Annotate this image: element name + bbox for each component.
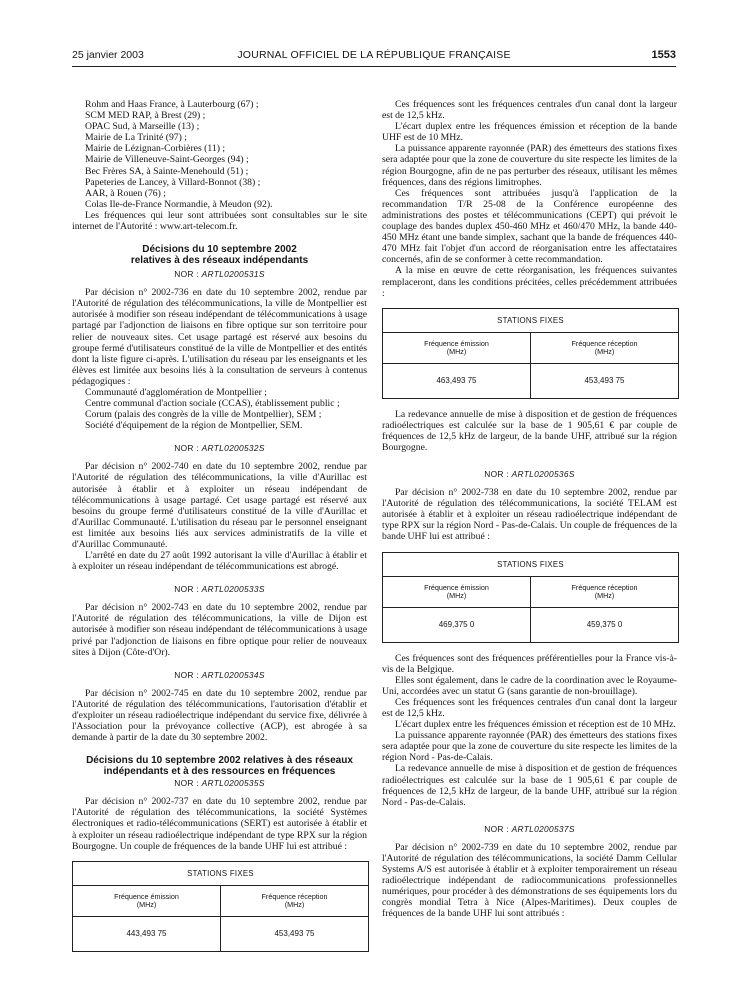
- list-item: Mairie de La Trinité (97) ;: [85, 132, 187, 144]
- table-title: STATIONS FIXES: [383, 553, 678, 577]
- nor-reference: [72, 778, 367, 788]
- header-emission: [383, 577, 530, 608]
- list-item: Mairie de Villeneuve-Saint-Georges (94) ;: [85, 154, 249, 166]
- list-item: Colas Ile-de-France Normandie, à Meudon (92).: [85, 198, 273, 210]
- header-page-number: 1553: [651, 49, 676, 61]
- right-column: [382, 99, 677, 920]
- decision-2002-739: Par décision n° 2002-739 en date du 10 septembre 2002, rendue par l'Autorité de régulation des télécommunications, la société Damm Cellular Systems A/S est autorisée à établir et à exploiter temporairement un réseau radioélectrique indépendant de radiocommunications professionnelles numériques, pour procéder à des démonstrations de ses équipements lors du congrès mondial Tetra à Nice (Alpes-Maritimes). Deux couples de fréquences de la bande UHF lui sont attribués :: [382, 841, 677, 920]
- list-item: AAR, à Rouen (76) ;: [85, 187, 166, 199]
- nor-code: ARTL0200536S: [511, 469, 575, 480]
- table-title: STATIONS FIXES: [73, 862, 368, 886]
- nor-code: ARTL0200534S: [201, 669, 265, 680]
- paragraph: A la mise en œuvre de cette réorganisation, les fréquences suivantes remplaceront, dans les conditions précitées, celles précédemment attribuées :: [382, 265, 677, 299]
- nor-label: NOR :: [174, 269, 200, 280]
- nor-code: ARTL0200531S: [201, 269, 265, 280]
- decision-2002-736: Par décision n° 2002-736 en date du 10 septembre 2002, rendue par l'Autorité de régulation des télécommunications, la ville de Montpellier est autorisée à modifier son réseau indépendant de télécommunications à usage partagé par l'adjonction de liaisons en fibre optique sur son territoire pour relier de nouveaux sites. Cet usage partagé est réservé aux besoins du groupe fermé d'utilisateurs constitué de la ville de Montpellier et des entités dont la liste figure ci-après. L'utilisation du réseau par les enseignants et les élèves est limitée aux besoins liés à la consultation de serveurs à contenus pédagogiques :: [72, 287, 367, 387]
- header-rule: [72, 66, 676, 67]
- header-label: Fréquence émission: [424, 338, 489, 348]
- header-label: Fréquence réception: [261, 891, 328, 901]
- nor-reference: [72, 670, 367, 680]
- paragraph: Elles sont également, dans le cadre de la coordination avec le Royaume-Uni, accordées avec un statut G (sans garantie de non-brouillage).: [382, 674, 677, 697]
- header-unit: (MHz): [284, 900, 305, 910]
- nor-code: ARTL0200532S: [201, 443, 265, 454]
- emission-value: 469,375 0: [438, 619, 475, 629]
- header-reception: [530, 577, 678, 608]
- nor-label: NOR :: [174, 669, 200, 680]
- header-unit: (MHz): [136, 900, 157, 910]
- list-item: Rohm and Haas France, à Lauterbourg (67) ;: [85, 99, 259, 110]
- paragraph: Ces fréquences sont des fréquences préférentielles pour la France vis-à-vis de la Belgique.: [382, 652, 677, 675]
- decision-2002-740: Par décision n° 2002-740 en date du 10 septembre 2002, rendue par l'Autorité de régulation des télécommunications, la ville d'Aurillac est autorisée à établir et à exploiter un réseau indépendant de télécommunications à usage partagé. Cet usage partagé est réservé aux besoins du groupe fermé d'utilisateurs constitué de la ville d'Aurillac et d'Aurillac Communauté. L'utilisation du réseau par le personnel enseignant est limitée aux besoins liés aux services administratifs de la ville et d'Aurillac Communauté.: [72, 461, 367, 550]
- reception-value: 453,493 75: [530, 364, 678, 398]
- table-header-row: [383, 577, 678, 608]
- redevance-bourgogne: La redevance annuelle de mise à disposition et de gestion de fréquences radioélectriques est calculée sur la base de 1 905,61 € par couple de fréquences de 12,5 kHz de largeur, de la bande UHF, attribué sur la région Bourgogne.: [382, 408, 677, 453]
- nor-reference: [72, 269, 367, 279]
- stations-fixes-table: [72, 861, 369, 952]
- paragraph: Ces fréquences sont les fréquences centrales d'un canal dont la largeur est de 12,5 kHz.: [382, 696, 677, 719]
- section-title-line: indépendants et à des ressources en fréquences: [103, 766, 336, 778]
- table-header-row: [73, 886, 368, 917]
- nor-label: NOR :: [174, 584, 200, 595]
- abrogation-paragraph: L'arrêté en date du 27 août 1992 autorisant la ville d'Aurillac à établir et à exploiter un réseau indépendant de télécommunications est abrogé.: [72, 550, 367, 573]
- header-date: 25 janvier 2003: [72, 49, 144, 61]
- entity-item: Centre communal d'action sociale (CCAS), établissement public ;: [85, 398, 340, 410]
- table-row: [383, 364, 678, 398]
- entity-item: Société d'équipement de la région de Montpellier, SEM.: [85, 420, 303, 432]
- decision-2002-738: Par décision n° 2002-738 en date du 10 septembre 2002, rendue par l'Autorité de régulation des télécommunications, la société TELAM est autorisée à établir et à exploiter un réseau radioélectrique indépendant de type RPX sur la région Nord - Pas-de-Calais. Un couple de fréquences de la bande UHF lui est attribué :: [382, 487, 677, 543]
- left-column: [72, 99, 367, 962]
- section-title-reseaux-independants: [72, 244, 367, 266]
- section-title-line: Décisions du 10 septembre 2002 relatives à des réseaux: [86, 755, 353, 767]
- page-header: [72, 49, 676, 63]
- section-title-line: Décisions du 10 septembre 2002: [142, 244, 297, 256]
- nor-label: NOR :: [174, 778, 200, 789]
- emission-value: 463,493 75: [436, 375, 477, 385]
- nor-code: ARTL0200535S: [201, 778, 265, 789]
- stations-fixes-table: [382, 308, 679, 399]
- header-label: Fréquence réception: [571, 338, 638, 348]
- header-unit: (MHz): [446, 347, 467, 357]
- header-emission: [73, 886, 220, 917]
- stations-fixes-table: [382, 552, 679, 643]
- paragraph: L'écart duplex entre les fréquences émission et réception est de 10 MHz.: [395, 719, 676, 731]
- list-item: Bec Frères SA, à Sainte-Menehould (51) ;: [85, 165, 249, 177]
- table-row: [73, 917, 368, 951]
- list-item: SCM MED RAP, à Brest (29) ;: [85, 110, 206, 122]
- paragraph: La puissance apparente rayonnée (PAR) des émetteurs des stations fixes sera adaptée pour que la zone de couverture du site respecte les limites de la région Bourgogne, afin de ne pas perturber des réseaux, utilisant les mêmes fréquences, dans des régions limitrophes.: [382, 143, 677, 188]
- table-row: [383, 608, 678, 642]
- paragraph: L'écart duplex entre les fréquences émission et réception de la bande UHF est de 10 MHz.: [382, 121, 677, 144]
- nor-reference: [382, 469, 677, 479]
- nor-code: ARTL0200533S: [201, 584, 265, 595]
- nor-code: ARTL0200537S: [511, 823, 575, 834]
- decision-2002-737: Par décision n° 2002-737 en date du 10 septembre 2002, rendue par l'Autorité de régulation des télécommunications, la société Systèmes électroniques et radio-télécommunications (SERT) est autorisée à établir et à exploiter un réseau radioélectrique indépendant de type RPX sur la région Bourgogne. Un couple de fréquences de la bande UHF lui est attribué :: [72, 796, 367, 852]
- header-reception: [530, 333, 678, 364]
- list-item: Mairie de Lézignan-Corbières (11) ;: [85, 143, 226, 155]
- redevance-nord-pas-de-calais: La redevance annuelle de mise à disposition et de gestion de fréquences radioélectriques est calculée sur la base de 1 905,61 € par couple de fréquences de 12,5 kHz de largeur, de la bande UHF, attribué sur la région Nord - Pas-de-Calais.: [382, 763, 677, 808]
- reception-value: 459,375 0: [530, 608, 678, 642]
- entity-item: Corum (palais des congrès de la ville de Montpellier), SEM ;: [85, 409, 322, 421]
- header-label: Fréquence émission: [114, 891, 179, 901]
- header-label: Fréquence émission: [424, 582, 489, 592]
- list-item: OPAC Sud, à Marseille (13) ;: [85, 121, 200, 133]
- paragraph: La puissance apparente rayonnée (PAR) des émetteurs des stations fixes sera adaptée pour que la zone de couverture du site respecte les limites de la région Nord - Pas-de-Calais.: [382, 730, 677, 764]
- beneficiary-list: [72, 99, 367, 210]
- section-title-line: relatives à des réseaux indépendants: [130, 255, 309, 267]
- nor-label: NOR :: [484, 469, 510, 480]
- paragraph: Ces fréquences sont attribuées jusqu'à l'application de la recommandation T/R 25-08 de la Conférence européenne des administrations des postes et télécommunications (CEPT) qui prévoit le couplage des bandes duplex 450-460 MHz et 460/470 MHz, la bande 440-450 MHz étant une bande simplex, sachant que la bande de fréquences 440-470 MHz fait l'objet d'un accord de réorganisation entre les affectataires concernés, afin de se conformer à cette recommandation.: [382, 187, 677, 266]
- reception-value: 453,493 75: [220, 917, 368, 951]
- entity-item: Communauté d'agglomération de Montpellier ;: [85, 386, 268, 398]
- nor-reference: [382, 824, 677, 834]
- nor-reference: [72, 584, 367, 594]
- paragraph: Ces fréquences sont les fréquences centrales d'un canal dont la largeur est de 12,5 kHz.: [382, 99, 677, 122]
- header-unit: (MHz): [594, 347, 615, 357]
- table-header-row: [383, 333, 678, 364]
- header-emission: [383, 333, 530, 364]
- section-title-ressources-frequences: [72, 755, 367, 777]
- decision-2002-743: Par décision n° 2002-743 en date du 10 septembre 2002, rendue par l'Autorité de régulation des télécommunications, la ville de Dijon est autorisée à modifier son réseau indépendant de télécommunications à usage privé par l'adjonction de liaisons en fibre optique pour relier de nouveaux sites à Dijon (Côte-d'Or).: [72, 602, 367, 658]
- nor-reference: [72, 443, 367, 453]
- nor-label: NOR :: [174, 443, 200, 454]
- decision-2002-745: Par décision n° 2002-745 en date du 10 septembre 2002, rendue par l'Autorité de régulation des télécommunications, l'autorisation d'établir et d'exploiter un réseau radioélectrique indépendant du service fixe, délivrée à l'Association pour la prévoyance collective (ACP), est abrogée à sa demande à partir de la date du 30 septembre 2002.: [72, 687, 367, 744]
- nor-label: NOR :: [484, 823, 510, 834]
- header-unit: (MHz): [446, 591, 467, 601]
- table-title: STATIONS FIXES: [383, 309, 678, 333]
- emission-value: 443,493 75: [126, 928, 167, 938]
- header-journal-title: JOURNAL OFFICIEL DE LA RÉPUBLIQUE FRANÇAISE: [237, 49, 511, 61]
- header-unit: (MHz): [594, 591, 615, 601]
- list-note: Les fréquences qui leur sont attribuées sont consultables sur le site internet de l'Autorité : www.art-telecom.fr.: [72, 209, 367, 233]
- list-item: Papeteries de Lancey, à Villard-Bonnot (38) ;: [85, 176, 261, 188]
- header-label: Fréquence réception: [571, 582, 638, 592]
- header-reception: [220, 886, 368, 917]
